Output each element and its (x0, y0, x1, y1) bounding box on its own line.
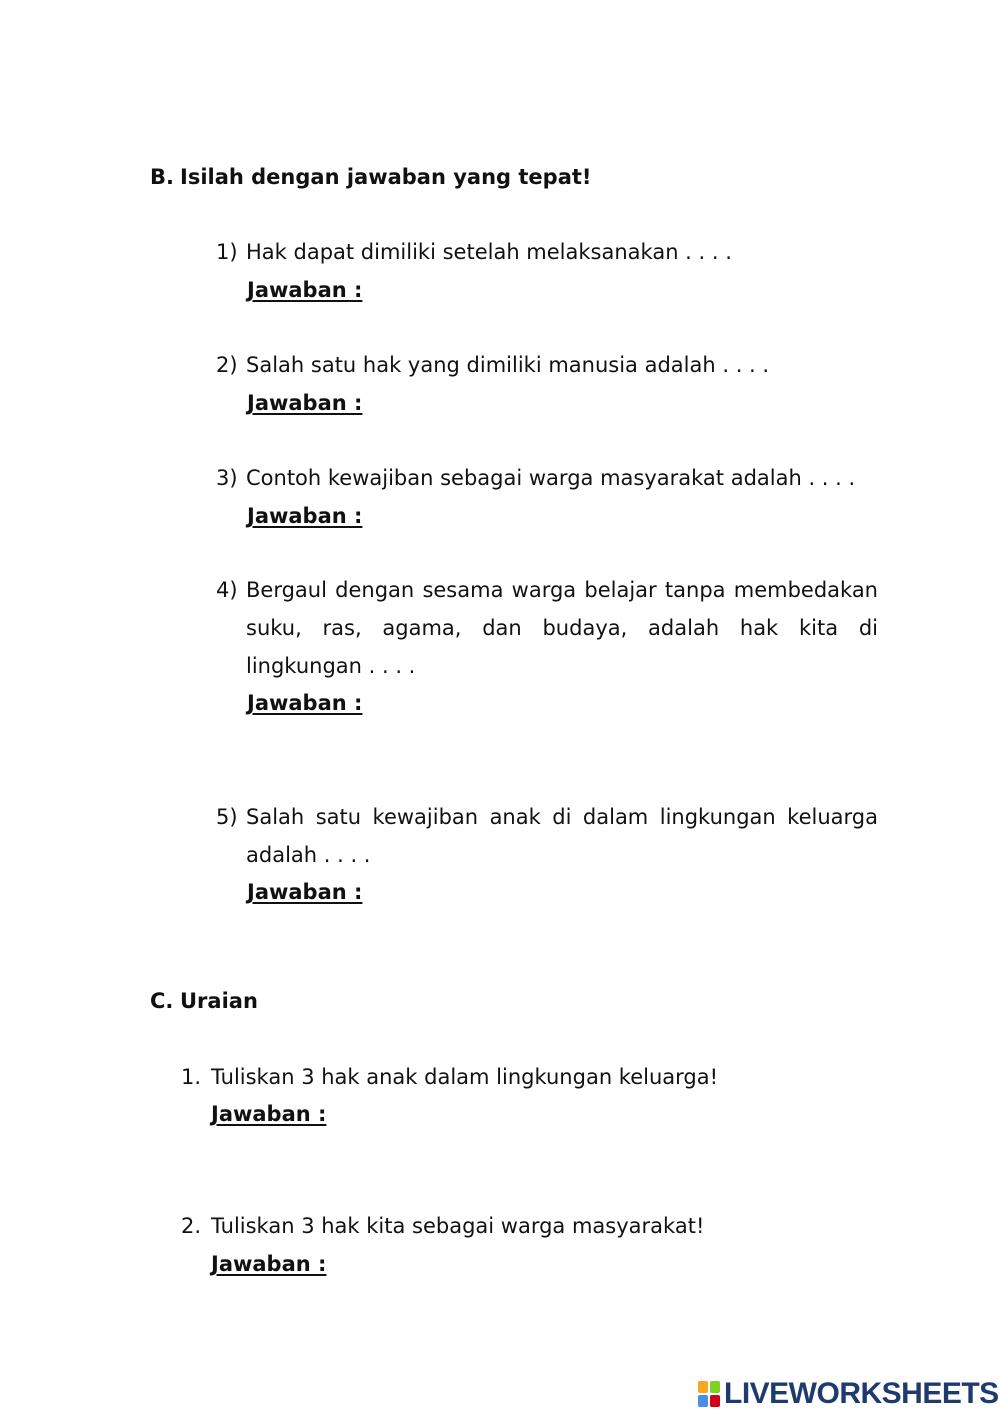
question-number: 3) (216, 466, 238, 490)
answer-label: Jawaban : (247, 691, 363, 715)
question-text: Hak dapat dimiliki setelah melaksanakan . . . . (246, 240, 732, 264)
question-number: 4) (216, 578, 238, 602)
section-b-heading (150, 165, 592, 189)
question-text: Tuliskan 3 hak anak dalam lingkungan keluarga! (211, 1065, 719, 1089)
liveworksheets-logo (698, 1377, 999, 1411)
question-text: Tuliskan 3 hak kita sebagai warga masyarakat! (211, 1214, 705, 1238)
liveworksheets-logo-text: LIVEWORKSHEETS (724, 1377, 999, 1410)
section-c-title: Uraian (180, 989, 258, 1013)
question-text: Salah satu hak yang dimiliki manusia adalah . . . . (246, 353, 770, 377)
liveworksheets-logo-icon (698, 1381, 720, 1407)
answer-label: Jawaban : (247, 504, 363, 528)
answer-label: Jawaban : (247, 391, 363, 415)
answer-label: Jawaban : (247, 880, 363, 904)
section-c-letter: C. (150, 989, 174, 1013)
question-text: Salah satu kewajiban anak di dalam lingkungan keluarga adalah . . . . (246, 805, 878, 867)
answer-label: Jawaban : (211, 1102, 327, 1126)
question-number: 5) (216, 805, 238, 829)
answer-label: Jawaban : (247, 278, 363, 302)
question-number: 1) (216, 240, 238, 264)
answer-label: Jawaban : (211, 1252, 327, 1276)
section-b-letter: B. (150, 165, 174, 189)
question-text: Bergaul dengan sesama warga belajar tanpa membedakan suku, ras, agama, dan budaya, adalah hak kita di lingkungan . . . . (246, 578, 878, 678)
section-b-title: Isilah dengan jawaban yang tepat! (180, 165, 592, 189)
question-number: 2) (216, 353, 238, 377)
question-text: Contoh kewajiban sebagai warga masyarakat adalah . . . . (246, 466, 856, 490)
question-number: 1. (181, 1065, 202, 1089)
question-number: 2. (181, 1214, 202, 1238)
section-c-heading (150, 989, 258, 1013)
